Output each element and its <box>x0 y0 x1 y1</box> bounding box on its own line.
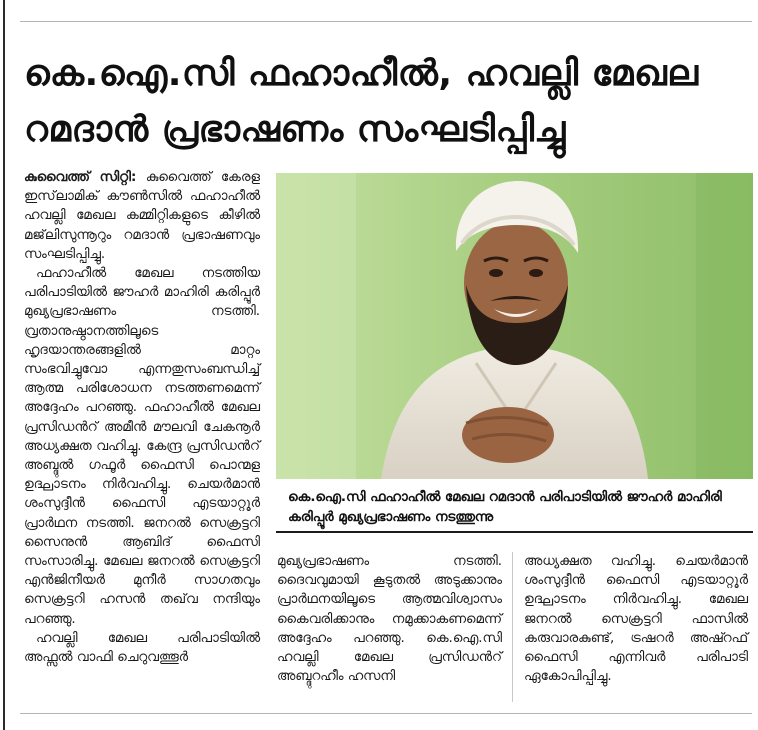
article-paragraph-1 <box>24 168 260 264</box>
article-column-3 <box>524 552 748 686</box>
speaker-portrait-icon <box>276 173 753 479</box>
article-column-1 <box>24 168 260 667</box>
top-divider <box>20 21 752 22</box>
headline: കെ.ഐ.സി ഫഹാഹീൽ, ഹവല്ലി മേഖല റമദാൻ പ്രഭാഷണം സംഘടിപ്പിച്ചു <box>24 53 699 150</box>
paragraph-1-text: കുവൈത്ത് കേരള ഇസ്‌ലാമിക് കൗൺസിൽ ഫഹാഹീൽ ഹവല്ലി മേഖല കമ്മിറ്റികളുടെ കീഴിൽ മജ്‌ലിസുന്നൂറും റമദാൻ പ്രഭാഷണവും സംഘടിപ്പിച്ചു. <box>24 170 260 262</box>
article-paragraph-2: ഫഹാഹീൽ മേഖല നടത്തിയ പരിപാടിയിൽ ജൗഹർ മാഹിരി കരിപ്പൂർ മുഖ്യപ്രഭാഷണം നടത്തി. വ്രതാനുഷ്ഠാനത്തിലൂടെ ഹൃദയാന്തരങ്ങളിൽ മാറ്റം സംഭവിച്ചുവോ എന്നതുസംബന്ധിച്ച് ആത്മ പരിശോധന നടത്തണമെന്ന് അദ്ദേഹം പറഞ്ഞു. ഫഹാഹീൽ മേഖല പ്രസിഡൻറ് അമീൻ മൗലവി ചേകനൂർ അധ്യക്ഷത വഹിച്ചു. കേന്ദ്ര പ്രസിഡൻറ് അബ്ദുൽ ഗഫൂർ ഫൈസി പൊന്മള ഉദ്ഘാടനം നിർവഹിച്ചു. ചെയർമാൻ ശംസുദ്ദീൻ ഫൈസി എടയാറ്റൂർ പ്രാർഥന നടത്തി. ജനറൽ സെക്രട്ടറി സൈനുൻ ആബിദ് ഫൈസി സംസാരിച്ചു. മേഖല ജനറൽ സെക്രട്ടറി എൻജിനീയർ മുനീർ സാഗതവും സെക്രട്ടറി ഹസൻ തഖ്‌വ നന്ദിയും പറഞ്ഞു. <box>24 266 260 627</box>
bottom-divider <box>20 713 752 714</box>
article-paragraph-4: മുഖ്യപ്രഭാഷണം നടത്തി. ദൈവവുമായി കൂടുതൽ അടുക്കാനും പ്രാർഥനയിലൂടെ ആത്മവിശ്വാസം കൈവരിക്കാനും നമുക്കാകണമെന്ന് അദ്ദേഹം പറഞ്ഞു. കെ.ഐ.സി ഹവല്ലി മേഖല പ്രസിഡൻറ് അബ്ദുറഹീം ഹസനി <box>277 554 502 685</box>
page-edge-rule <box>3 0 5 730</box>
photo-caption: കെ.ഐ.സി ഫഹാഹീൽ മേഖല റമദാൻ പരിപാടിയിൽ ജൗഹർ മാഹിരി കരിപ്പൂർ മുഖ്യപ്രഭാഷണം നടത്തുന്നു <box>276 480 753 533</box>
article-column-2 <box>277 552 502 686</box>
article-paragraph-5: അധ്യക്ഷത വഹിച്ചു. ചെയർമാൻ ശംസുദ്ദീൻ ഫൈസി എടയാറ്റൂർ ഉദ്ഘാടനം നിർവഹിച്ചു. മേഖല ജനറൽ സെക്രട്ടറി ഫാസിൽ കരുവാരകുണ്ട്, ട്രഷറർ അഷ്റഫ് ഫൈസി എന്നിവർ പരിപാടി ഏകോപിപ്പിച്ചു. <box>524 554 748 685</box>
speaker-photo <box>276 173 753 479</box>
article-paragraph-3: ഹവല്ലി മേഖല പരിപാടിയിൽ അഫ്സൽ വാഫി ചെറുവത്തൂർ <box>24 630 260 666</box>
dateline: കുവൈത്ത് സിറ്റി: <box>24 170 137 185</box>
column-divider <box>512 552 513 702</box>
